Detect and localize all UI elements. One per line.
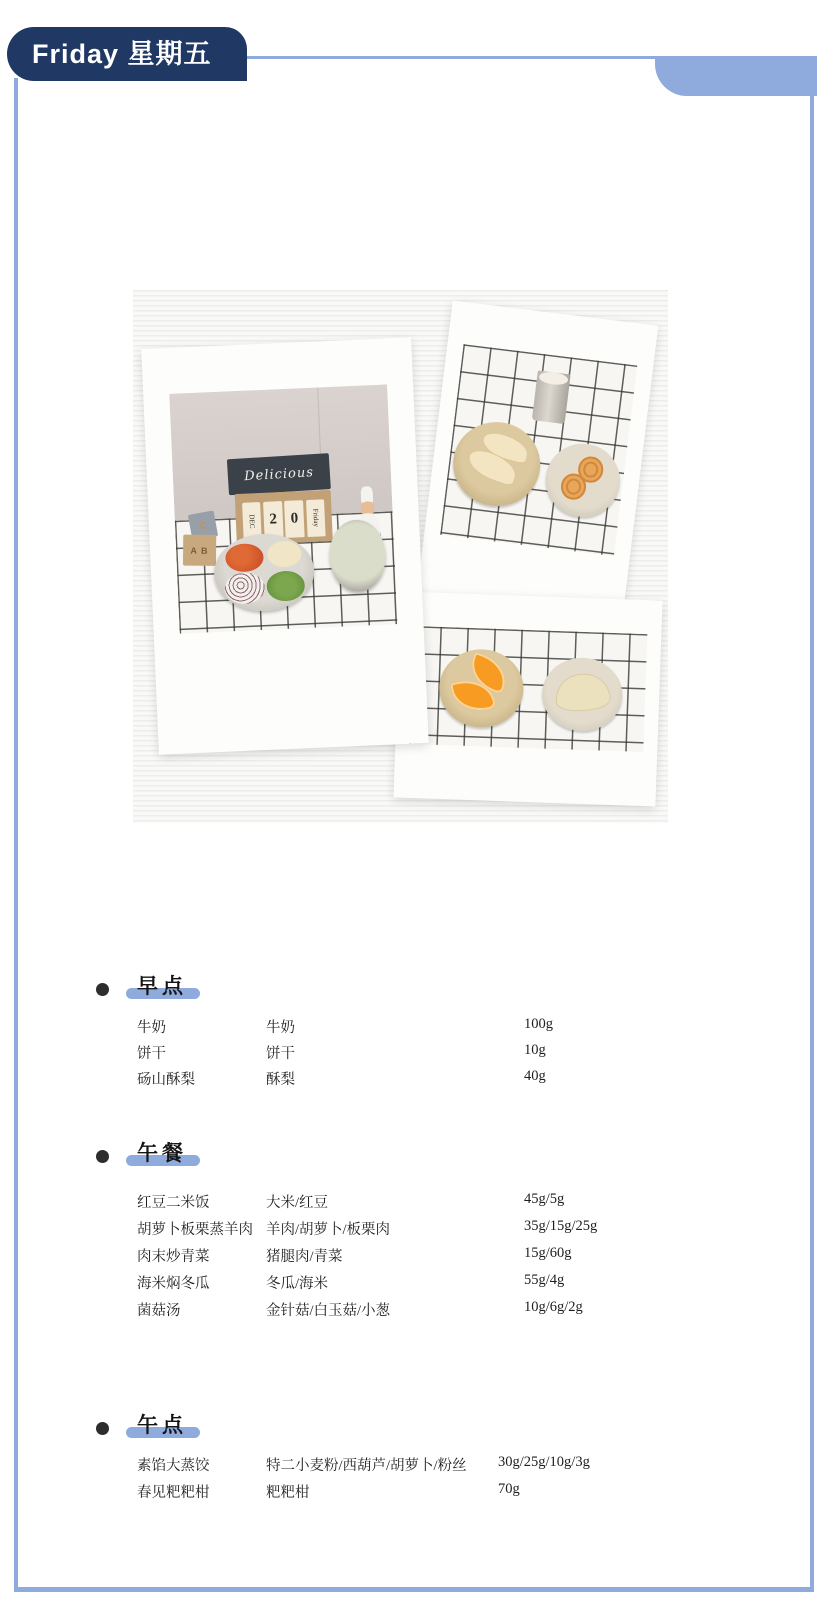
section-lunch-header (0, 1137, 817, 1167)
menu-row (0, 1481, 817, 1508)
ingredients: 冬瓜/海米 (266, 1276, 329, 1292)
chef-hat (361, 486, 373, 503)
section-snack-header (0, 1409, 817, 1439)
milk-cup (532, 371, 571, 425)
ingredients: 特二小麦粉/西葫芦/胡萝卜/粉丝 (266, 1458, 467, 1474)
menu-row (0, 1454, 817, 1481)
dish-name: 菌菇汤 (137, 1303, 181, 1319)
section-breakfast-header (0, 970, 817, 1000)
menu-row (0, 1245, 817, 1272)
dish-name: 素馅大蒸饺 (137, 1458, 210, 1474)
food-greens (266, 571, 305, 602)
ingredients: 牛奶 (266, 1020, 295, 1036)
calendar-digit-tag: 0 (284, 500, 304, 538)
photo-snack-image (409, 626, 647, 752)
section-title: 午点 (137, 1414, 187, 1437)
biscuit-plate (542, 440, 624, 521)
amount: 100g (524, 1016, 553, 1032)
bullet-dot-icon (96, 1422, 109, 1435)
section-breakfast-rows (0, 1016, 817, 1094)
bottom-border-bar (14, 1587, 814, 1592)
section-lunch-rows (0, 1191, 817, 1326)
photo-breakfast-image (440, 344, 637, 556)
photo-montage (133, 290, 668, 823)
right-border-line (810, 93, 814, 1591)
section-title: 早点 (137, 975, 187, 998)
amount: 10g/6g/2g (524, 1299, 583, 1315)
chalkboard-sign: Delicious (226, 453, 330, 495)
food-red-bean-rice (224, 572, 265, 604)
amount: 70g (498, 1481, 520, 1497)
photo-lunch (141, 337, 428, 754)
dish-name: 肉末炒青菜 (137, 1249, 210, 1265)
bullet-dot-icon (96, 1150, 109, 1163)
dumpling-plate (541, 656, 623, 732)
dish-name: 春见粑粑柑 (137, 1485, 210, 1501)
amount: 55g/4g (524, 1272, 565, 1288)
amount: 35g/15g/25g (524, 1218, 598, 1234)
amount: 15g/60g (524, 1245, 572, 1261)
calendar-weekday-tag: Friday (306, 499, 326, 537)
dish-name: 牛奶 (137, 1020, 166, 1036)
dish-name: 饼干 (137, 1046, 166, 1062)
pear-plate (448, 417, 545, 512)
toy-block-c: C (188, 510, 219, 541)
menu-row (0, 1068, 817, 1094)
menu-row (0, 1042, 817, 1068)
dish-name: 胡萝卜板栗蒸羊肉 (137, 1222, 253, 1238)
amount: 10g (524, 1042, 546, 1058)
photo-lunch-image (169, 384, 397, 633)
ingredients: 酥梨 (266, 1072, 295, 1088)
calendar-month-tag: DEC (242, 502, 262, 540)
left-border-line (14, 78, 18, 1591)
dish-name: 砀山酥梨 (137, 1072, 195, 1088)
section-snack-rows (0, 1454, 817, 1508)
menu-row (0, 1191, 817, 1218)
menu-row (0, 1299, 817, 1326)
bullet-dot-icon (96, 983, 109, 996)
section-title: 午餐 (137, 1142, 187, 1165)
ingredients: 猪腿肉/青菜 (266, 1249, 343, 1265)
page-title: Friday 星期五 (7, 27, 247, 81)
dish-name: 红豆二米饭 (137, 1195, 210, 1211)
photo-snack (393, 591, 662, 806)
ingredients: 饼干 (266, 1046, 295, 1062)
ingredients: 金针菇/白玉菇/小葱 (266, 1303, 391, 1319)
ingredients: 羊肉/胡萝卜/板栗肉 (266, 1222, 391, 1238)
milk-surface (538, 371, 568, 386)
amount: 45g/5g (524, 1191, 565, 1207)
ingredients: 粑粑柑 (266, 1485, 310, 1501)
top-right-corner-block (655, 56, 817, 96)
steamed-dumpling (554, 672, 611, 713)
dish-name: 海米焖冬瓜 (137, 1276, 210, 1292)
food-stewed-meat (225, 543, 264, 572)
ingredients: 大米/红豆 (266, 1195, 329, 1211)
toy-block-ab: A B (182, 534, 215, 565)
menu-row (0, 1272, 817, 1299)
food-winter-melon (267, 540, 302, 568)
orange-plate (438, 648, 525, 729)
amount: 40g (524, 1068, 546, 1084)
menu-row (0, 1218, 817, 1245)
calendar-digit-tag: 2 (263, 501, 283, 539)
photo-breakfast (415, 301, 658, 636)
menu-row (0, 1016, 817, 1042)
amount: 30g/25g/10g/3g (498, 1454, 590, 1470)
